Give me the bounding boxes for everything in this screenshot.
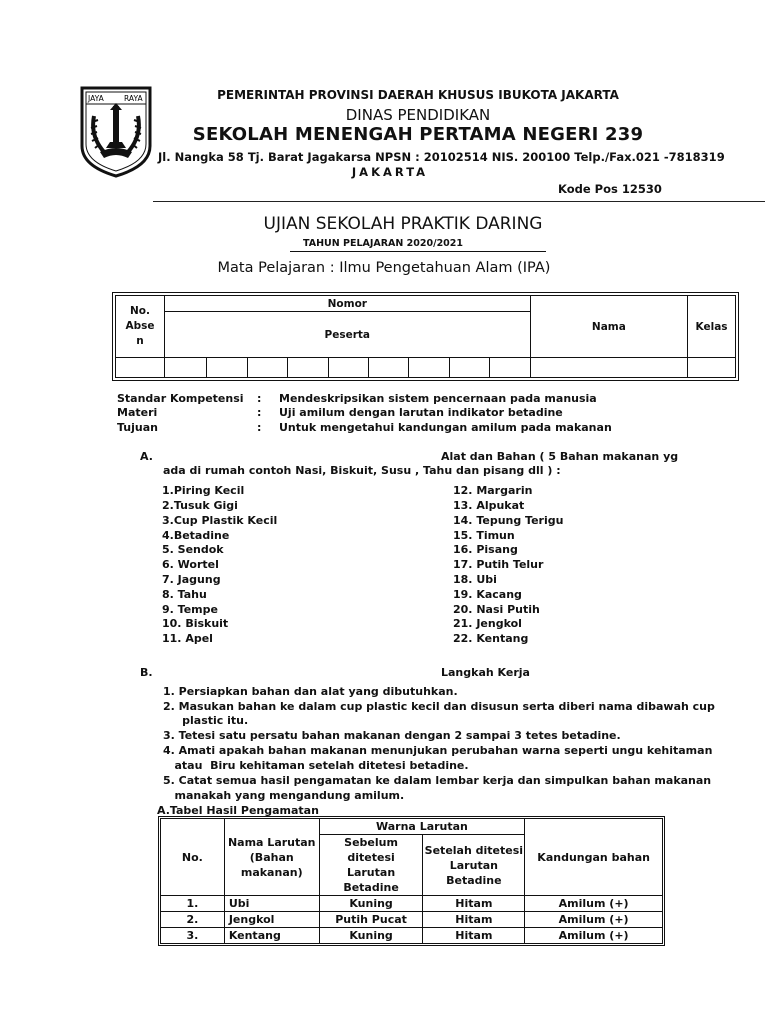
subject-title: Mata Pelajaran : Ilmu Pengetahuan Alam (IPA) — [217, 260, 551, 276]
material-item: 12. Margarin — [453, 484, 533, 497]
material-item: 16. Pisang — [453, 543, 518, 556]
logo-text-left: JAYA — [88, 94, 104, 103]
nomor-digit-field[interactable] — [247, 358, 287, 378]
material-item: 19. Kacang — [453, 588, 522, 601]
material-item: 17. Putih Telur — [453, 558, 544, 571]
row-sebelum: Kuning — [319, 928, 423, 944]
section-a-heading-cont: ada di rumah contoh Nasi, Biskuit, Susu , Tahu dan pisang dll ) : — [163, 464, 561, 477]
section-a-letter: A. — [140, 450, 153, 463]
nama-header: Nama — [530, 296, 687, 358]
col-nama-header: Nama Larutan (Bahan makanan) — [224, 819, 319, 896]
nama-field[interactable] — [530, 358, 687, 378]
material-item: 22. Kentang — [453, 632, 529, 645]
procedure-step: atau Biru kehitaman setelah ditetesi betadine. — [163, 759, 469, 772]
info-value-materi: Uji amilum dengan larutan indikator betadine — [279, 406, 563, 419]
row-no: 3. — [161, 928, 225, 944]
postal-code: Kode Pos 12530 — [558, 182, 662, 196]
section-b-heading: Langkah Kerja — [441, 666, 530, 679]
procedure-step: 5. Catat semua hasil pengamatan ke dalam lembar kerja dan simpulkan bahan makanan — [163, 774, 712, 787]
material-item: 1.Piring Kecil — [162, 484, 245, 497]
material-item: 10. Biskuit — [162, 617, 229, 630]
material-item: 8. Tahu — [162, 588, 207, 601]
department-name: DINAS PENDIDIKAN — [345, 106, 491, 124]
nomor-digit-field[interactable] — [328, 358, 368, 378]
year-underline — [290, 251, 546, 252]
jakarta-emblem-logo — [80, 86, 152, 178]
material-item: 9. Tempe — [162, 603, 218, 616]
peserta-header: Peserta — [164, 312, 530, 358]
row-kandungan: Amilum (+) — [525, 928, 663, 944]
material-item: 13. Alpukat — [453, 499, 525, 512]
school-address: Jl. Nangka 58 Tj. Barat Jagakarsa NPSN : 20102514 NIS. 200100 Telp./Fax.021 -7818319 — [158, 150, 725, 164]
nomor-digit-field[interactable] — [207, 358, 247, 378]
section-a-heading: Alat dan Bahan ( 5 Bahan makanan yg — [441, 450, 679, 463]
procedure-step: 2. Masukan bahan ke dalam cup plastic kecil dan disusun serta diberi nama dibawah cup — [163, 700, 715, 713]
row-no: 1. — [161, 896, 225, 912]
school-name: SEKOLAH MENENGAH PERTAMA NEGERI 239 — [192, 124, 644, 145]
row-nama: Jengkol — [224, 912, 319, 928]
academic-year: TAHUN PELAJARAN 2020/2021 — [302, 238, 464, 249]
procedure-step: manakah yang mengandung amilum. — [163, 789, 405, 802]
material-item: 4.Betadine — [162, 529, 230, 542]
info-value-standar: Mendeskripsikan sistem pencernaan pada manusia — [279, 392, 597, 405]
col-setelah-header: Setelah ditetesi Larutan Betadine — [423, 835, 525, 896]
info-label-standar: Standar Kompetensi — [117, 392, 244, 405]
city-name: JAKARTA — [351, 165, 429, 179]
row-nama: Kentang — [224, 928, 319, 944]
nomor-digit-field[interactable] — [449, 358, 489, 378]
row-setelah: Hitam — [423, 896, 525, 912]
procedure-step: 1. Persiapkan bahan dan alat yang dibutuhkan. — [163, 685, 458, 698]
row-sebelum: Putih Pucat — [319, 912, 423, 928]
info-colon: : — [257, 421, 262, 434]
observation-result-table — [160, 818, 663, 944]
info-label-materi: Materi — [117, 406, 158, 419]
no-absen-header: No. Abse n — [116, 296, 165, 358]
exam-title: UJIAN SEKOLAH PRAKTIK DARING — [263, 214, 543, 234]
result-table-title: A.Tabel Hasil Pengamatan — [157, 804, 319, 817]
nomor-digit-field[interactable] — [288, 358, 328, 378]
section-b-letter: B. — [140, 666, 153, 679]
row-setelah: Hitam — [423, 912, 525, 928]
material-item: 15. Timun — [453, 529, 515, 542]
row-sebelum: Kuning — [319, 896, 423, 912]
material-item: 20. Nasi Putih — [453, 603, 540, 616]
kelas-field[interactable] — [688, 358, 736, 378]
material-item: 21. Jengkol — [453, 617, 522, 630]
material-item: 5. Sendok — [162, 543, 224, 556]
kelas-header: Kelas — [688, 296, 736, 358]
nomor-digit-field[interactable] — [369, 358, 409, 378]
procedure-step: 3. Tetesi satu persatu bahan makanan dengan 2 sampai 3 tetes betadine. — [163, 729, 621, 742]
student-identity-table — [115, 295, 736, 378]
procedure-step: 4. Amati apakah bahan makanan menunjukan perubahan warna seperti ungu kehitaman — [163, 744, 713, 757]
info-label-tujuan: Tujuan — [117, 421, 158, 434]
logo-text-right: RAYA — [124, 94, 143, 103]
col-kandungan-header: Kandungan bahan — [525, 819, 663, 896]
material-item: 11. Apel — [162, 632, 213, 645]
nomor-header: Nomor — [164, 296, 530, 312]
info-colon: : — [257, 392, 262, 405]
no-absen-field[interactable] — [116, 358, 165, 378]
col-warna-header: Warna Larutan — [319, 819, 525, 835]
header-divider — [153, 201, 765, 202]
procedure-step: plastic itu. — [163, 714, 249, 727]
row-kandungan: Amilum (+) — [525, 896, 663, 912]
nomor-digit-field[interactable] — [490, 358, 530, 378]
government-name: PEMERINTAH PROVINSI DAERAH KHUSUS IBUKOTA JAKARTA — [217, 88, 619, 102]
info-colon: : — [257, 406, 262, 419]
row-setelah: Hitam — [423, 928, 525, 944]
material-item: 7. Jagung — [162, 573, 221, 586]
table-row — [161, 912, 663, 928]
row-nama: Ubi — [224, 896, 319, 912]
row-no: 2. — [161, 912, 225, 928]
material-item: 14. Tepung Terigu — [453, 514, 564, 527]
material-item: 18. Ubi — [453, 573, 497, 586]
table-row — [161, 928, 663, 944]
row-kandungan: Amilum (+) — [525, 912, 663, 928]
table-row — [161, 896, 663, 912]
material-item: 2.Tusuk Gigi — [162, 499, 238, 512]
material-item: 6. Wortel — [162, 558, 219, 571]
col-no-header: No. — [161, 819, 225, 896]
nomor-digit-field[interactable] — [409, 358, 449, 378]
material-item: 3.Cup Plastik Kecil — [162, 514, 278, 527]
nomor-digit-field[interactable] — [164, 358, 207, 378]
info-value-tujuan: Untuk mengetahui kandungan amilum pada makanan — [279, 421, 612, 434]
col-sebelum-header: Sebelum ditetesi Larutan Betadine — [319, 835, 423, 896]
